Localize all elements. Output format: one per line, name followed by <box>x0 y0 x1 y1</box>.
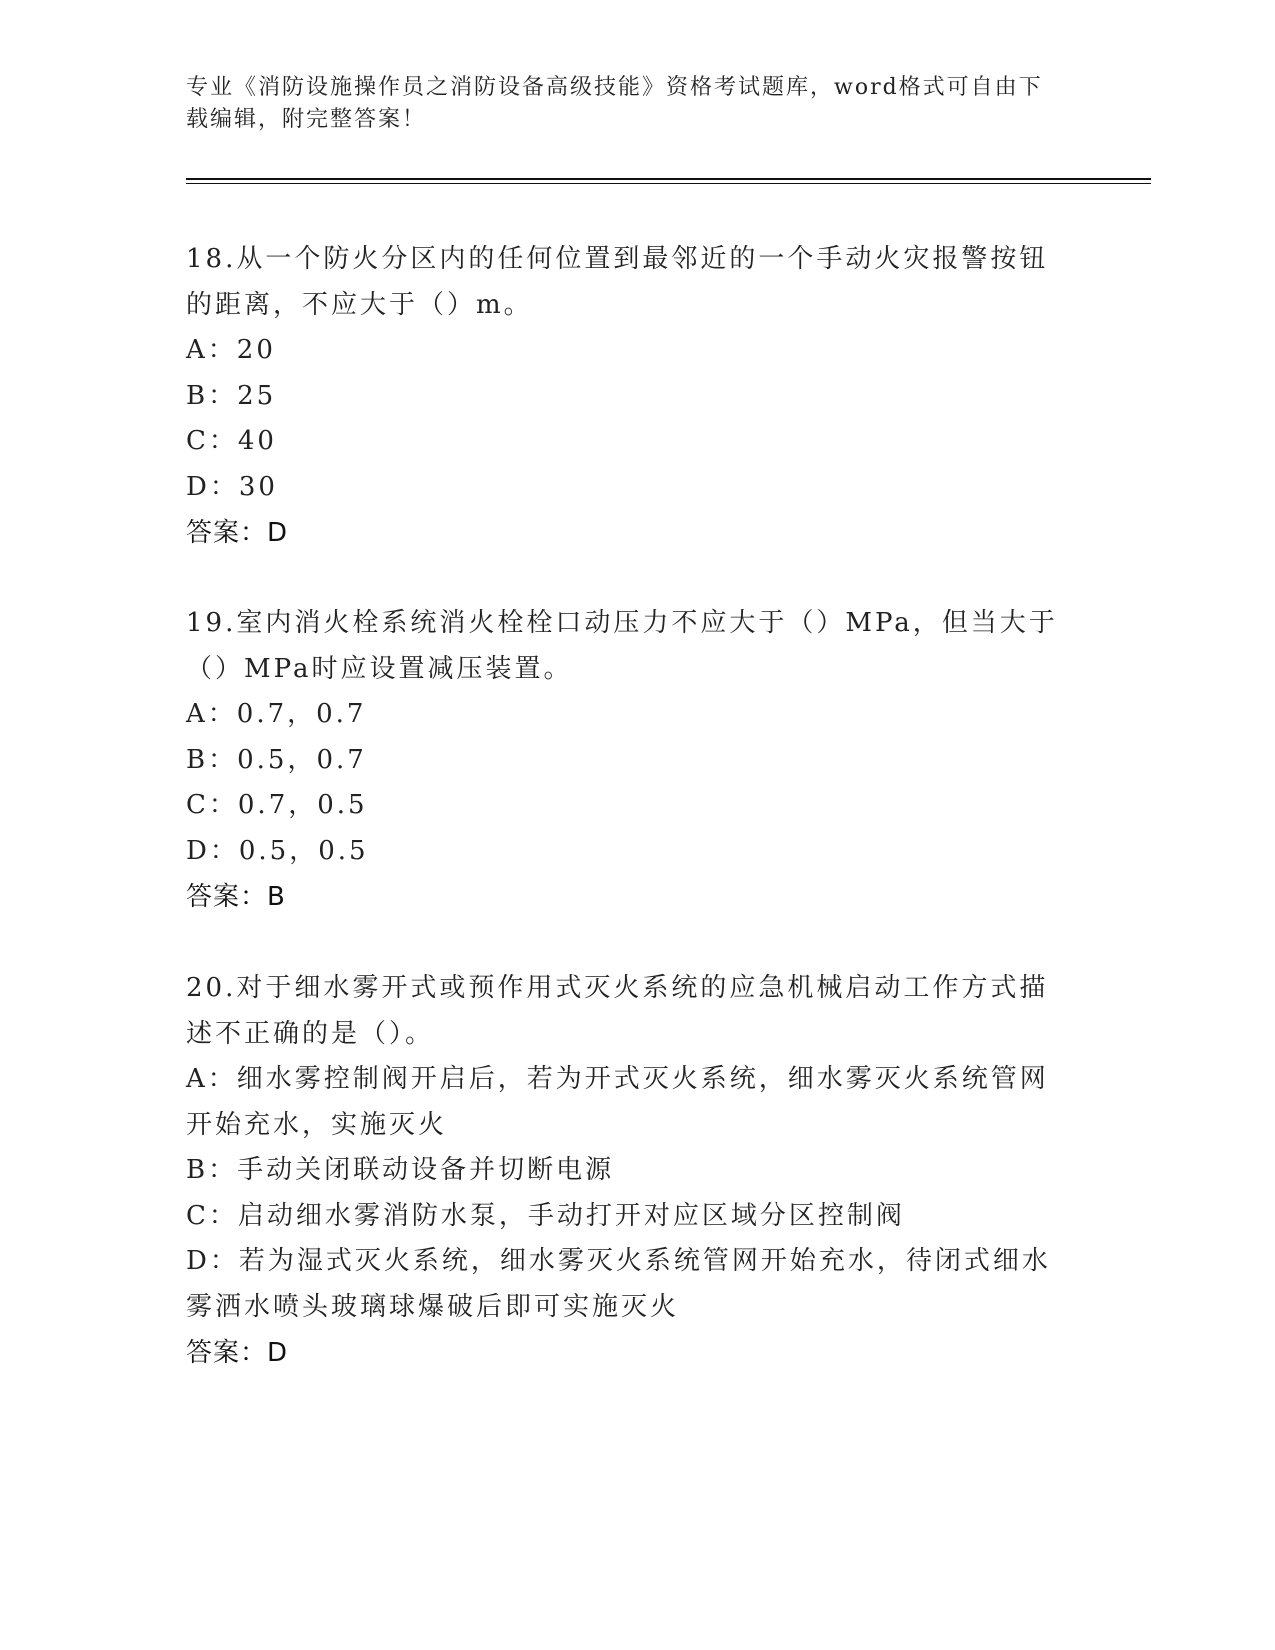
option-d: D：0.5，0.5 <box>186 835 369 866</box>
header-rule-thick <box>186 178 1151 180</box>
option-c: C：40 <box>186 426 277 456</box>
document-header: 专业《消防设施操作员之消防设备高级技能》资格考试题库，word格式可自由下载编辑，附完整答案！ <box>186 75 1043 132</box>
option-a: A：细水雾控制阀开启后，若为开式灭火系统，细水雾灭火系统管网开始充水，实施灭火 <box>186 1064 1049 1140</box>
question-20 <box>186 965 1076 1376</box>
option-a: A：0.7，0.7 <box>186 699 367 729</box>
answer-line: 答案：D <box>186 518 289 548</box>
question-stem: 18.从一个防火分区内的任何位置到最邻近的一个手动火灾报警按钮的距离，不应大于（）m。 <box>186 244 1049 320</box>
option-c: C：0.7，0.5 <box>186 790 368 820</box>
option-c: C：启动细水雾消防水泵，手动打开对应区域分区控制阀 <box>186 1200 905 1231</box>
option-d: D：30 <box>186 471 278 502</box>
option-a: A：20 <box>186 335 276 365</box>
header-rule-thin <box>186 183 1151 184</box>
question-19 <box>186 600 1076 920</box>
question-stem: 20.对于细水雾开式或预作用式灭火系统的应急机械启动工作方式描述不正确的是（）。 <box>186 973 1049 1049</box>
answer-line: 答案：B <box>186 882 286 912</box>
option-d: D：若为湿式灭火系统，细水雾灭火系统管网开始充水，待闭式细水雾洒水喷头玻璃球爆破后即可实施灭火 <box>186 1246 1051 1322</box>
answer-line: 答案：D <box>186 1338 289 1368</box>
option-b: B：手动关闭联动设备并切断电源 <box>186 1155 615 1185</box>
option-b: B：25 <box>186 380 277 411</box>
option-b: B：0.5，0.7 <box>186 744 367 775</box>
question-18 <box>186 236 1076 556</box>
question-stem: 19.室内消火栓系统消火栓栓口动压力不应大于（）MPa，但当大于（）MPa时应设置减压装置。 <box>186 608 1058 684</box>
